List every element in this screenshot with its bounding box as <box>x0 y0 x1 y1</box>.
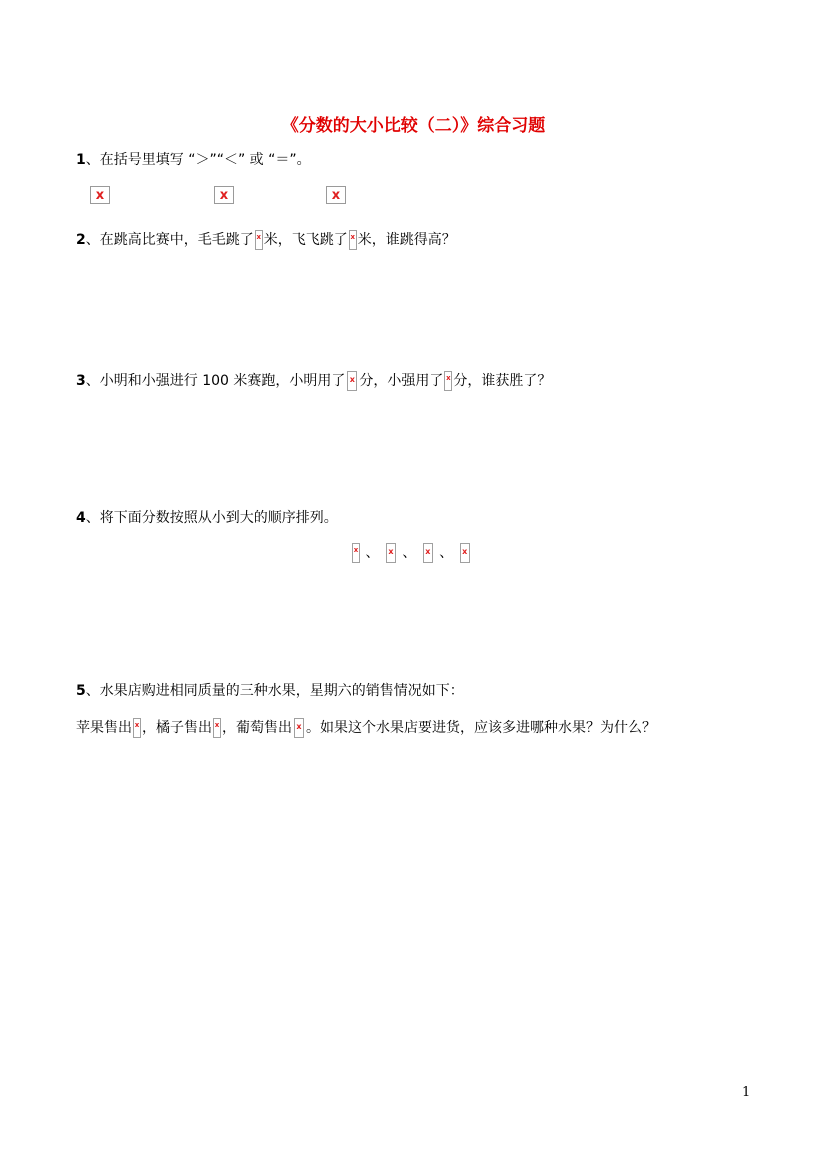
broken-image-mark: x <box>462 547 468 556</box>
question-text: ，葡萄售出 <box>222 720 292 736</box>
question-text: 、在括号里填写 “＞”“＜” 或 “＝”。 <box>85 152 311 168</box>
question-5-detail <box>76 718 656 738</box>
question-text: 。如果这个水果店要进货，应该多进哪种水果？为什么？ <box>306 720 656 736</box>
broken-image-mark: x <box>388 547 394 556</box>
fraction-image-icon <box>352 543 360 563</box>
question-5 <box>76 681 464 701</box>
question-text: 、在跳高比赛中，毛毛跳了 <box>85 232 254 248</box>
fraction-image-icon <box>386 543 396 563</box>
broken-image-mark: x <box>134 721 140 729</box>
question-2 <box>76 230 456 250</box>
question-number: 4 <box>76 510 86 526</box>
question-3 <box>76 371 551 391</box>
page-number: 1 <box>742 1085 751 1100</box>
fraction-sequence <box>351 543 472 563</box>
separator: 、 <box>439 545 454 561</box>
fraction-image-icon <box>460 543 470 563</box>
question-number: 5 <box>76 683 86 699</box>
broken-image-mark: x <box>353 546 359 554</box>
question-text: 米，飞飞跳了 <box>263 232 348 248</box>
broken-image-mark: x <box>349 375 355 384</box>
fraction-image-icon <box>294 718 304 738</box>
broken-image-mark: x <box>425 547 431 556</box>
question-text: 、将下面分数按照从小到大的顺序排列。 <box>85 510 338 526</box>
broken-image-mark: x <box>219 187 229 203</box>
broken-image-icon <box>326 186 346 204</box>
broken-image-mark: x <box>214 721 220 729</box>
question-text: 分，小强用了 <box>359 373 444 389</box>
question-4 <box>76 508 338 528</box>
broken-image-mark: x <box>296 722 302 731</box>
separator: 、 <box>365 545 380 561</box>
question-text: 米，谁跳得高？ <box>357 232 456 248</box>
broken-image-icon <box>90 186 110 204</box>
broken-image-mark: x <box>256 233 261 241</box>
broken-image-mark: x <box>331 187 341 203</box>
question-text: ，橘子售出 <box>142 720 212 736</box>
fraction-image-icon <box>213 718 221 738</box>
broken-image-mark: x <box>350 233 355 241</box>
fraction-image-icon <box>349 230 357 250</box>
page-title: 《分数的大小比较（二）》综合习题 <box>281 116 546 136</box>
fraction-image-icon <box>423 543 433 563</box>
fraction-image-icon <box>255 230 263 250</box>
separator: 、 <box>402 545 417 561</box>
question-1 <box>76 150 311 170</box>
fraction-image-icon <box>444 371 452 391</box>
question-number: 3 <box>76 373 86 389</box>
broken-image-mark: x <box>446 374 451 382</box>
broken-image-mark: x <box>95 187 105 203</box>
question-text: 、小明和小强进行 100 米赛跑，小明用了 <box>85 373 346 389</box>
question-number: 2 <box>76 232 86 248</box>
fraction-image-icon <box>347 371 357 391</box>
question-text: 苹果售出 <box>76 720 132 736</box>
question-text: 分，谁获胜了？ <box>453 373 552 389</box>
question-text: 、水果店购进相同质量的三种水果，星期六的销售情况如下： <box>85 683 464 699</box>
fraction-image-icon <box>133 718 141 738</box>
question-number: 1 <box>76 152 86 168</box>
broken-image-icon <box>214 186 234 204</box>
